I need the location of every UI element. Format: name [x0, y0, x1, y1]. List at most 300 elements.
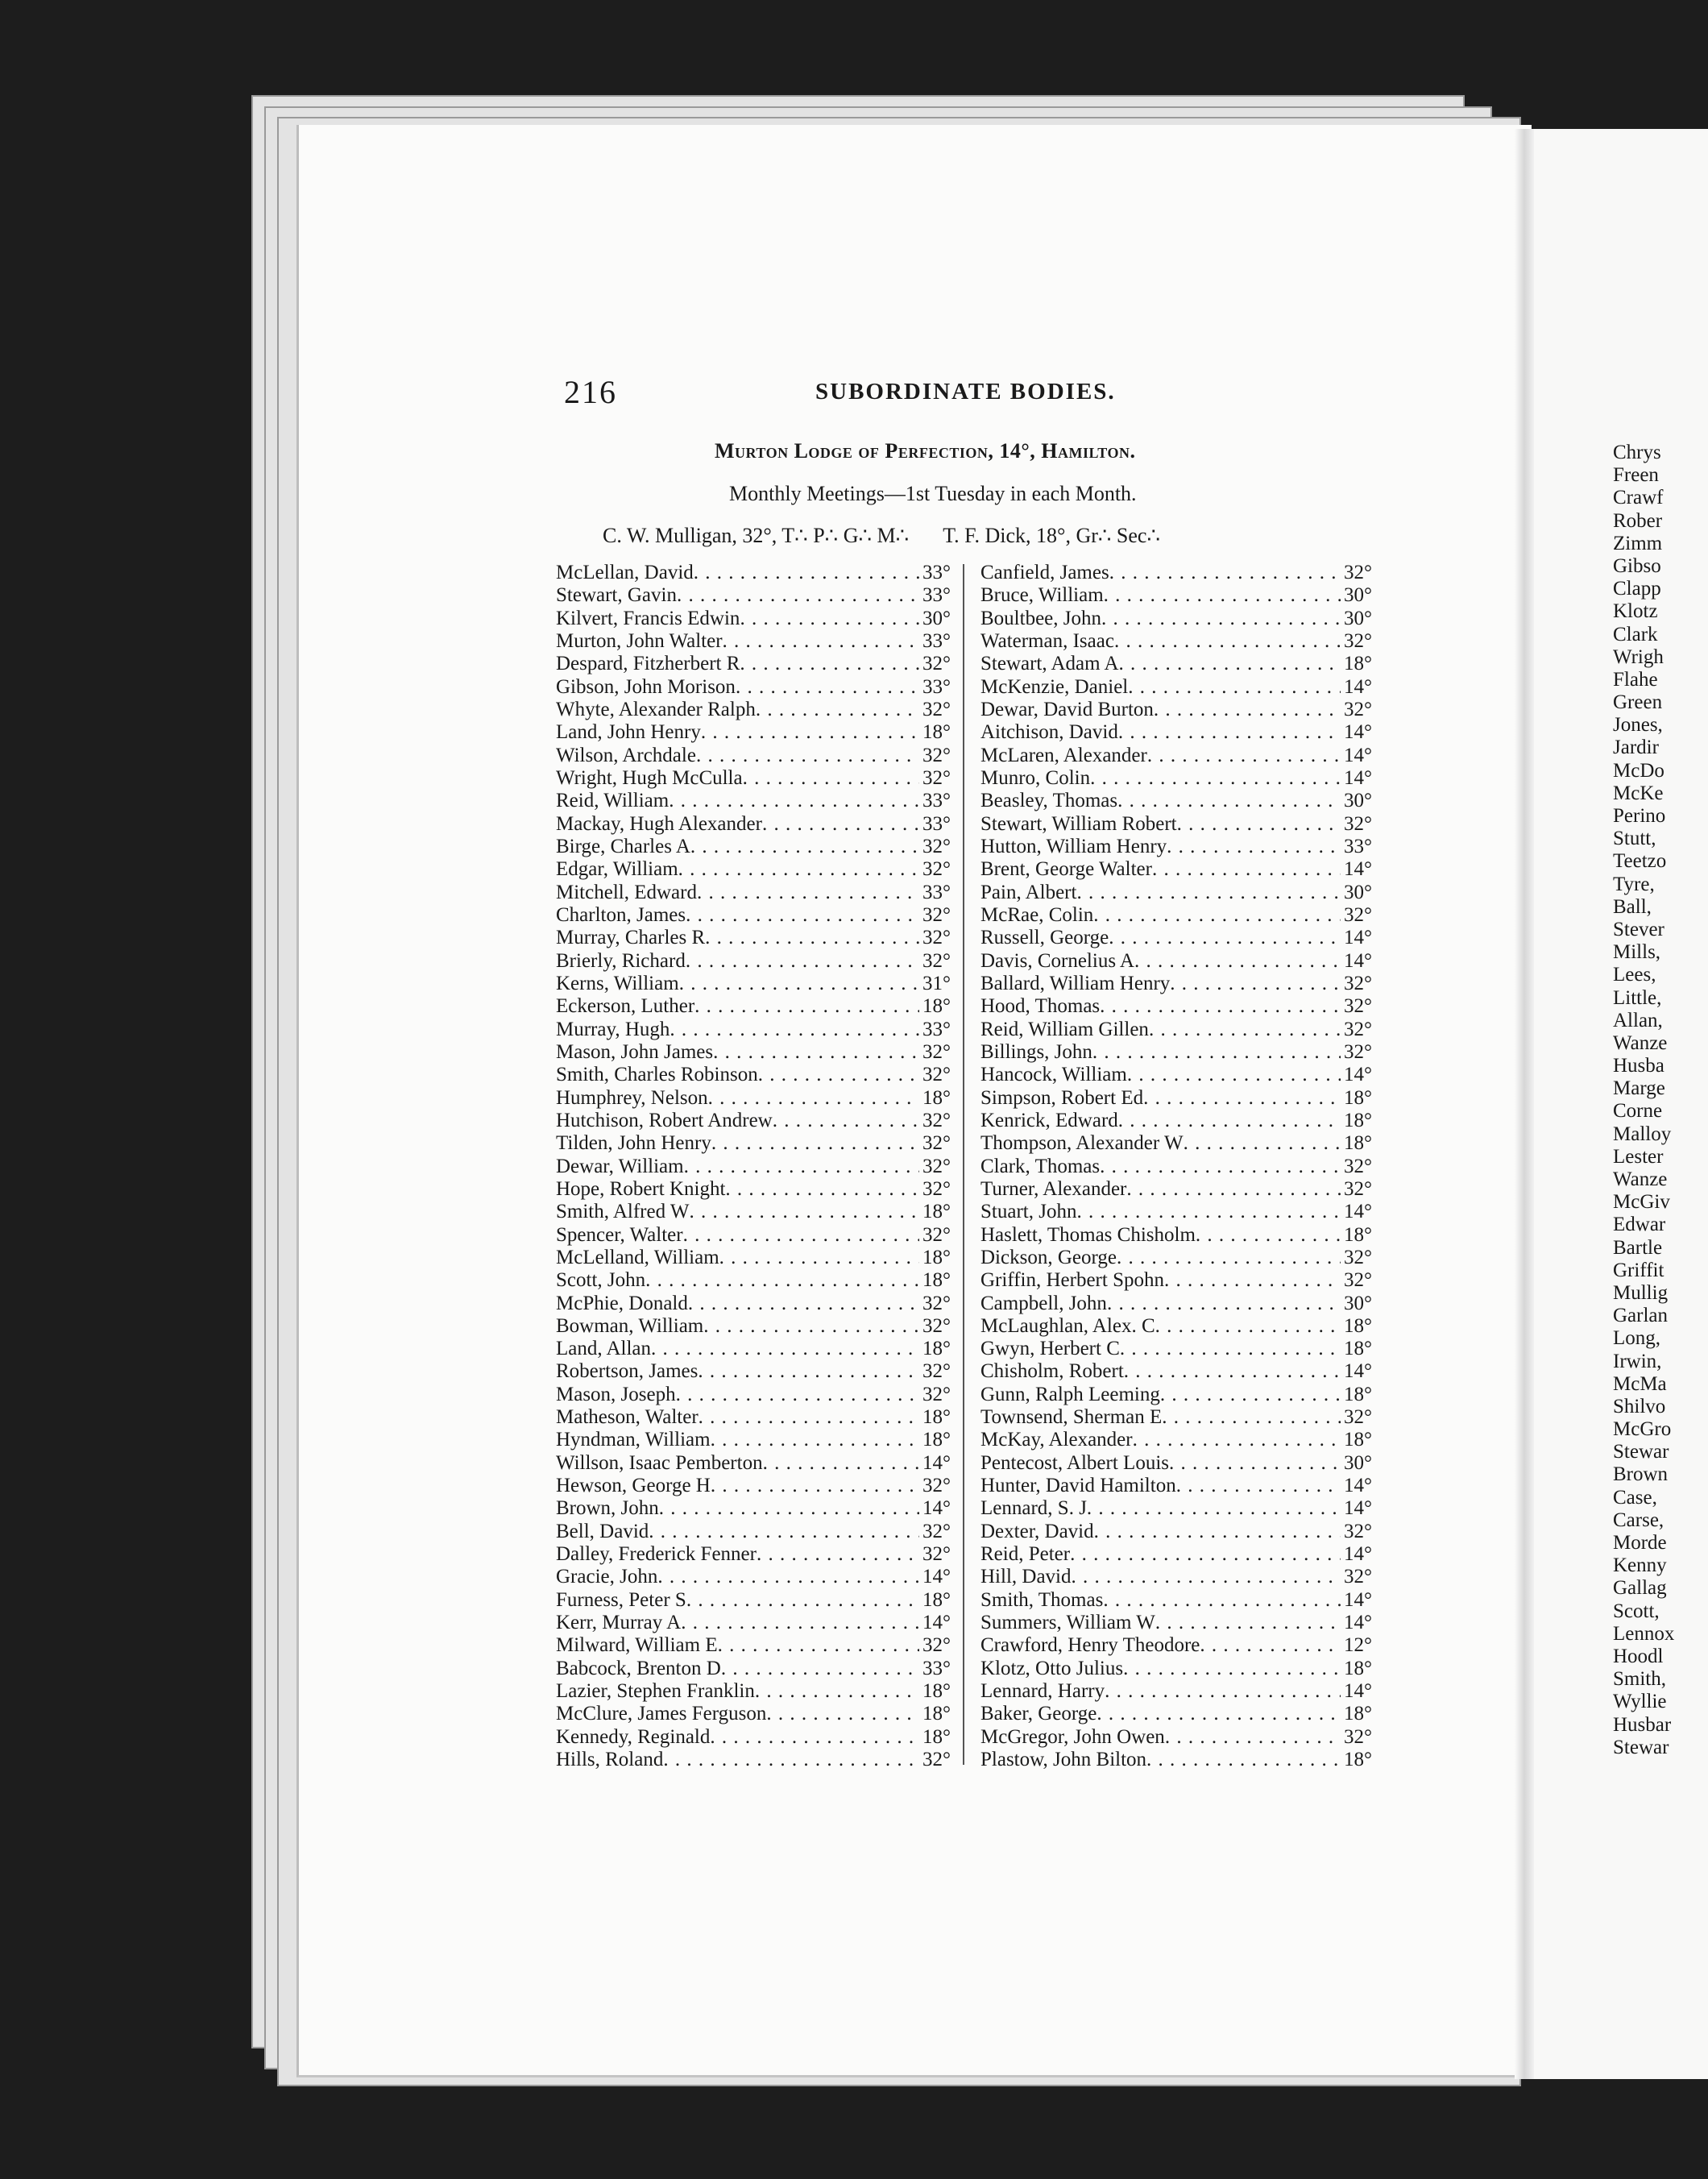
member-degree: 18° — [1344, 1314, 1372, 1337]
member-degree: 32° — [1344, 903, 1372, 926]
facing-page-name-fragment: Edwar — [1613, 1214, 1666, 1236]
member-degree: 30° — [1344, 584, 1372, 607]
member-name: Dexter, David — [980, 1520, 1094, 1542]
member-row — [556, 1178, 951, 1201]
member-row — [980, 608, 1372, 630]
member-row — [556, 630, 951, 653]
facing-page-name-fragment: Little, — [1613, 986, 1662, 1009]
facing-page-name-fragment: Jones, — [1613, 714, 1663, 737]
member-degree: 30° — [1344, 790, 1372, 812]
facing-page-name-fragment: Crawf — [1613, 487, 1664, 509]
member-row — [556, 562, 951, 584]
member-name: Aitchison, David — [980, 721, 1118, 744]
member-name: Haslett, Thomas Chisholm — [980, 1223, 1196, 1246]
members-middle-column — [980, 562, 1372, 1771]
member-name: Kenrick, Edward — [980, 1109, 1118, 1131]
member-degree: 18° — [922, 1086, 951, 1109]
dot-leader — [1143, 1087, 1341, 1110]
dot-leader — [1105, 1680, 1341, 1703]
dot-leader — [1097, 1703, 1341, 1725]
facing-page-name-fragment: Corne — [1613, 1100, 1663, 1123]
member-name: Willson, Isaac Pemberton — [556, 1451, 763, 1474]
member-row — [556, 1589, 951, 1612]
member-degree: 14° — [1344, 721, 1372, 744]
member-degree: 32° — [922, 858, 951, 881]
member-degree: 33° — [922, 1018, 951, 1040]
member-row — [980, 1224, 1372, 1247]
facing-page-name-fragment: McDo — [1613, 759, 1664, 782]
member-row — [556, 1566, 951, 1588]
facing-page-name-fragment: Gibso — [1613, 554, 1661, 577]
member-row — [556, 1201, 951, 1223]
member-degree: 32° — [922, 1749, 951, 1771]
member-row — [556, 1293, 951, 1315]
facing-page-name-fragment: Flahe — [1613, 668, 1658, 691]
facing-page-name-fragment: McGiv — [1613, 1191, 1670, 1214]
member-row — [980, 1703, 1372, 1725]
member-degree: 14° — [922, 1612, 951, 1634]
member-row — [556, 653, 951, 675]
column-divider — [963, 564, 964, 1765]
facing-page-name-fragment: Brown — [1613, 1463, 1669, 1486]
dot-leader — [703, 1315, 919, 1338]
member-degree: 18° — [922, 1680, 951, 1703]
member-name: McRae, Colin — [980, 903, 1094, 926]
facing-page-name-fragment: Case, — [1613, 1486, 1657, 1509]
member-row — [556, 608, 951, 630]
member-row — [980, 1247, 1372, 1269]
member-row — [556, 950, 951, 973]
member-name: Reid, William Gillen — [980, 1018, 1149, 1040]
member-degree: 14° — [1344, 744, 1372, 766]
member-degree: 14° — [1344, 1064, 1372, 1086]
member-row — [556, 1726, 951, 1749]
officer-secretary: T. F. Dick, 18°, Gr∴ Sec∴ — [943, 524, 1161, 547]
member-degree: 14° — [1344, 1543, 1372, 1566]
dot-leader — [683, 1224, 919, 1247]
member-row — [556, 1680, 951, 1703]
member-name: Hutton, William Henry — [980, 835, 1167, 857]
facing-page-name-fragment: Malloy — [1613, 1123, 1672, 1145]
member-row — [980, 676, 1372, 699]
facing-page-name-fragment: Stever — [1613, 918, 1664, 940]
member-row — [556, 973, 951, 995]
member-row — [556, 1019, 951, 1041]
member-row — [556, 1269, 951, 1292]
dot-leader — [1184, 1132, 1341, 1155]
member-name: Turner, Alexander — [980, 1177, 1127, 1200]
dot-leader — [1123, 1658, 1341, 1680]
member-name: McClure, James Ferguson — [556, 1703, 767, 1725]
facing-page-name-fragment: Long, — [1613, 1327, 1661, 1350]
dot-leader — [651, 1338, 919, 1360]
member-name: Mason, Joseph — [556, 1383, 676, 1405]
member-row — [980, 927, 1372, 949]
member-name: Kerns, William — [556, 972, 679, 994]
member-name: Campbell, John — [980, 1292, 1107, 1314]
dot-leader — [743, 767, 919, 790]
member-row — [980, 1384, 1372, 1406]
dot-leader — [762, 813, 919, 836]
member-name: Summers, William W — [980, 1612, 1155, 1634]
member-row — [556, 1156, 951, 1178]
member-row — [980, 653, 1372, 675]
member-row — [556, 676, 951, 699]
member-row — [980, 1497, 1372, 1520]
facing-page-name-fragment: Hoodl — [1613, 1645, 1664, 1667]
member-row — [556, 745, 951, 767]
member-name: Robertson, James — [556, 1360, 699, 1383]
facing-page-name-fragment: Garlan — [1613, 1305, 1669, 1327]
dot-leader — [1101, 608, 1341, 630]
member-name: Kerr, Murray A — [556, 1612, 682, 1634]
member-row — [980, 699, 1372, 721]
member-row — [556, 1041, 951, 1064]
facing-page-name-fragment: Mills, — [1613, 941, 1661, 964]
page-gutter — [1515, 129, 1534, 2079]
member-row — [556, 1315, 951, 1338]
member-row — [556, 1247, 951, 1269]
member-name: Furness, Peter S — [556, 1588, 686, 1611]
facing-page-name-fragment: Clark — [1613, 623, 1658, 645]
dot-leader — [1103, 1589, 1341, 1612]
dot-leader — [684, 1156, 919, 1178]
member-row — [556, 1087, 951, 1110]
facing-page-name-fragment: Perino — [1613, 805, 1666, 827]
member-name: Waterman, Isaac — [980, 629, 1114, 652]
dot-leader — [679, 973, 919, 995]
member-degree: 18° — [922, 1725, 951, 1748]
facing-page-name-fragment: Tyre, — [1613, 873, 1655, 895]
member-degree: 14° — [1344, 1680, 1372, 1703]
member-row — [556, 1521, 951, 1543]
member-row — [556, 1064, 951, 1086]
member-degree: 32° — [922, 744, 951, 766]
member-row — [980, 1178, 1372, 1201]
member-name: Kilvert, Francis Edwin — [556, 607, 740, 629]
member-row — [980, 1680, 1372, 1703]
dot-leader — [1177, 813, 1341, 836]
member-row — [980, 790, 1372, 812]
member-row — [556, 1406, 951, 1429]
member-name: Mackay, Hugh Alexander — [556, 812, 762, 835]
member-row — [980, 1293, 1372, 1315]
member-degree: 14° — [1344, 927, 1372, 949]
dot-leader — [740, 608, 919, 630]
member-degree: 18° — [922, 1338, 951, 1360]
dot-leader — [1117, 1247, 1341, 1269]
dot-leader — [1200, 1634, 1341, 1657]
dot-leader — [686, 950, 919, 973]
facing-page-name-fragment: McGro — [1613, 1418, 1672, 1441]
member-row — [556, 1634, 951, 1657]
member-degree: 14° — [1344, 1475, 1372, 1497]
member-degree: 32° — [1344, 1040, 1372, 1063]
member-name: Smith, Thomas — [980, 1588, 1104, 1611]
member-row — [556, 790, 951, 812]
member-degree: 14° — [1344, 1497, 1372, 1520]
member-name: Pain, Albert — [980, 881, 1077, 903]
member-name: McLaren, Alexander — [980, 744, 1147, 766]
member-name: Dewar, David Burton — [980, 698, 1154, 720]
facing-page-name-fragment: Lennox — [1613, 1622, 1675, 1645]
member-row — [980, 562, 1372, 584]
member-name: Land, John Henry — [556, 721, 701, 744]
dot-leader — [698, 1360, 919, 1383]
member-degree: 30° — [922, 607, 951, 629]
member-name: Baker, George — [980, 1703, 1097, 1725]
facing-page-name-fragment: Wrigh — [1613, 645, 1664, 668]
member-degree: 32° — [922, 653, 951, 675]
member-degree: 14° — [922, 1497, 951, 1520]
member-row — [556, 836, 951, 858]
facing-page-name-fragment: Morde — [1613, 1532, 1667, 1554]
member-row — [980, 1156, 1372, 1178]
member-name: Hills, Roland — [556, 1749, 664, 1771]
dot-leader — [758, 1064, 919, 1086]
member-degree: 33° — [922, 812, 951, 835]
member-name: Gibson, John Morison — [556, 675, 736, 698]
members-left-column — [556, 562, 951, 1771]
member-name: Mason, John James — [556, 1040, 714, 1063]
member-degree: 18° — [922, 1406, 951, 1429]
member-degree: 32° — [922, 1109, 951, 1131]
dot-leader — [659, 1497, 919, 1520]
member-name: Thompson, Alexander W — [980, 1132, 1184, 1155]
dot-leader — [711, 1132, 919, 1155]
member-degree: 12° — [1344, 1634, 1372, 1657]
dot-leader — [708, 1087, 919, 1110]
dot-leader — [686, 904, 919, 927]
facing-page-name-fragment: Bartle — [1613, 1236, 1663, 1259]
member-degree: 14° — [1344, 1612, 1372, 1634]
member-name: McGregor, John Owen — [980, 1725, 1165, 1748]
member-row — [556, 699, 951, 721]
member-row — [980, 1521, 1372, 1543]
member-row — [980, 1475, 1372, 1497]
member-row — [556, 1475, 951, 1497]
dot-leader — [1109, 562, 1341, 584]
member-name: Hancock, William — [980, 1064, 1127, 1086]
member-row — [556, 1543, 951, 1566]
member-name: Scott, John — [556, 1269, 646, 1292]
member-degree: 32° — [1344, 1269, 1372, 1292]
member-row — [556, 858, 951, 881]
member-row — [980, 973, 1372, 995]
facing-page-name-fragment: Freen — [1613, 464, 1659, 487]
member-degree: 14° — [1344, 766, 1372, 789]
member-degree: 14° — [1344, 1588, 1372, 1611]
member-name: Pentecost, Albert Louis — [980, 1451, 1169, 1474]
dot-leader — [1169, 1452, 1341, 1475]
member-row — [980, 950, 1372, 973]
member-row — [980, 1658, 1372, 1680]
dot-leader — [1128, 676, 1341, 699]
member-name: Griffin, Herbert Spohn — [980, 1269, 1164, 1292]
dot-leader — [755, 1680, 919, 1703]
member-row — [980, 1041, 1372, 1064]
member-degree: 18° — [1344, 1223, 1372, 1246]
dot-leader — [1118, 721, 1341, 744]
facing-page-name-fragment: Husbar — [1613, 1713, 1672, 1736]
member-degree: 32° — [1344, 698, 1372, 720]
dot-leader — [1092, 1041, 1341, 1064]
member-degree: 18° — [922, 995, 951, 1018]
dot-leader — [1072, 1566, 1341, 1588]
member-name: Simpson, Robert Ed — [980, 1086, 1144, 1109]
member-row — [980, 1338, 1372, 1360]
dot-leader — [757, 1543, 919, 1566]
dot-leader — [645, 1269, 919, 1292]
member-degree: 32° — [922, 1360, 951, 1383]
facing-page-name-fragment: Lester — [1613, 1145, 1664, 1168]
member-name: Dalley, Frederick Fenner — [556, 1543, 757, 1566]
member-row — [556, 1658, 951, 1680]
member-name: Stuart, John — [980, 1201, 1077, 1223]
member-degree: 32° — [922, 1132, 951, 1155]
dot-leader — [1076, 1201, 1341, 1223]
member-row — [980, 745, 1372, 767]
dot-leader — [725, 1178, 919, 1201]
member-degree: 18° — [922, 1269, 951, 1292]
member-row — [980, 721, 1372, 744]
member-degree: 14° — [1344, 1201, 1372, 1223]
member-name: Eckerson, Luther — [556, 995, 695, 1018]
member-row — [980, 1429, 1372, 1451]
member-row — [980, 1315, 1372, 1338]
member-degree: 32° — [1344, 1246, 1372, 1268]
member-row — [980, 995, 1372, 1018]
member-name: Stewart, Adam A — [980, 653, 1119, 675]
dot-leader — [696, 745, 919, 767]
dot-leader — [657, 1566, 919, 1588]
dot-leader — [719, 1247, 919, 1269]
member-name: Gunn, Ralph Leeming — [980, 1383, 1160, 1405]
member-name: Boultbee, John — [980, 607, 1101, 629]
member-row — [980, 1110, 1372, 1132]
member-degree: 18° — [922, 1429, 951, 1451]
facing-page-name-fragment: Shilvo — [1613, 1395, 1666, 1417]
member-degree: 18° — [922, 721, 951, 744]
member-degree: 14° — [1344, 675, 1372, 698]
facing-page-name-fragment: Smith, — [1613, 1668, 1666, 1691]
member-row — [980, 1269, 1372, 1292]
facing-page-name-fragment: Stewar — [1613, 1736, 1669, 1758]
dot-leader — [718, 1634, 919, 1657]
dot-leader — [1070, 1543, 1341, 1566]
dot-leader — [1100, 1156, 1341, 1178]
facing-page-name-fragment: Jardir — [1613, 737, 1659, 759]
facing-page-name-fragment: Kenny — [1613, 1554, 1667, 1577]
facing-page-name-fragment: Zimm — [1613, 532, 1663, 554]
member-row — [980, 1360, 1372, 1383]
member-row — [980, 836, 1372, 858]
facing-page-name-fragment: Wanze — [1613, 1168, 1668, 1190]
member-name: Smith, Charles Robinson — [556, 1064, 758, 1086]
dot-leader — [1119, 653, 1341, 675]
member-row — [980, 1612, 1372, 1634]
dot-leader — [1124, 1360, 1341, 1383]
member-degree: 32° — [922, 1314, 951, 1337]
member-degree: 18° — [1344, 1429, 1372, 1451]
member-degree: 33° — [922, 881, 951, 903]
member-degree: 18° — [1344, 1132, 1372, 1155]
member-degree: 32° — [1344, 1177, 1372, 1200]
member-name: Hood, Thomas — [980, 995, 1101, 1018]
member-name: Matheson, Walter — [556, 1406, 699, 1429]
dot-leader — [1167, 836, 1341, 858]
member-name: Klotz, Otto Julius — [980, 1657, 1124, 1679]
member-name: Gwyn, Herbert C — [980, 1338, 1120, 1360]
member-degree: 18° — [1344, 1703, 1372, 1725]
dot-leader — [1162, 1406, 1341, 1429]
member-degree: 14° — [922, 1451, 951, 1474]
dot-leader — [740, 653, 919, 675]
member-degree: 32° — [1344, 1406, 1372, 1429]
dot-leader — [1109, 927, 1341, 949]
member-name: Murton, John Walter — [556, 629, 723, 652]
member-name: Brierly, Richard — [556, 949, 686, 972]
member-row — [556, 584, 951, 607]
facing-page-name-fragment: McKe — [1613, 782, 1664, 804]
member-row — [556, 1452, 951, 1475]
member-row — [556, 1110, 951, 1132]
facing-page-name-fragment: Clapp — [1613, 578, 1661, 600]
dot-leader — [663, 1749, 919, 1771]
dot-leader — [686, 1589, 919, 1612]
facing-page-name-fragment: Green — [1613, 691, 1663, 714]
member-name: Gracie, John — [556, 1566, 658, 1588]
member-degree: 33° — [922, 790, 951, 812]
member-degree: 14° — [1344, 858, 1372, 881]
member-degree: 33° — [1344, 835, 1372, 857]
member-name: Chisholm, Robert — [980, 1360, 1124, 1383]
dot-leader — [1090, 767, 1341, 790]
member-degree: 32° — [922, 698, 951, 720]
member-name: McPhie, Donald — [556, 1292, 688, 1314]
member-name: Lennard, Harry — [980, 1680, 1105, 1703]
member-name: Charlton, James — [556, 903, 686, 926]
member-row — [980, 1749, 1372, 1771]
member-degree: 32° — [922, 1064, 951, 1086]
member-degree: 14° — [1344, 949, 1372, 972]
facing-page-name-fragment: Irwin, — [1613, 1350, 1662, 1372]
dot-leader — [1134, 950, 1341, 973]
member-degree: 18° — [922, 1246, 951, 1268]
member-name: Wright, Hugh McCulla — [556, 766, 743, 789]
member-row — [980, 813, 1372, 836]
member-degree: 32° — [922, 903, 951, 926]
member-row — [556, 882, 951, 904]
member-degree: 32° — [922, 927, 951, 949]
member-row — [980, 1634, 1372, 1657]
dot-leader — [1146, 1749, 1341, 1771]
dot-leader — [756, 699, 919, 721]
member-name: Hewson, George H — [556, 1475, 711, 1497]
member-name: Birge, Charles A — [556, 835, 690, 857]
member-row — [556, 995, 951, 1018]
member-degree: 14° — [1344, 1360, 1372, 1383]
member-degree: 32° — [1344, 1725, 1372, 1748]
dot-leader — [766, 1703, 919, 1725]
facing-page-name-fragment: Mullig — [1613, 1281, 1669, 1304]
facing-page-name-fragment: Wanze — [1613, 1031, 1668, 1054]
dot-leader — [649, 1521, 919, 1543]
dot-leader — [1127, 1064, 1341, 1086]
dot-leader — [1149, 1019, 1341, 1041]
facing-page-name-fragment: Wyllie — [1613, 1691, 1667, 1713]
member-row — [556, 1224, 951, 1247]
